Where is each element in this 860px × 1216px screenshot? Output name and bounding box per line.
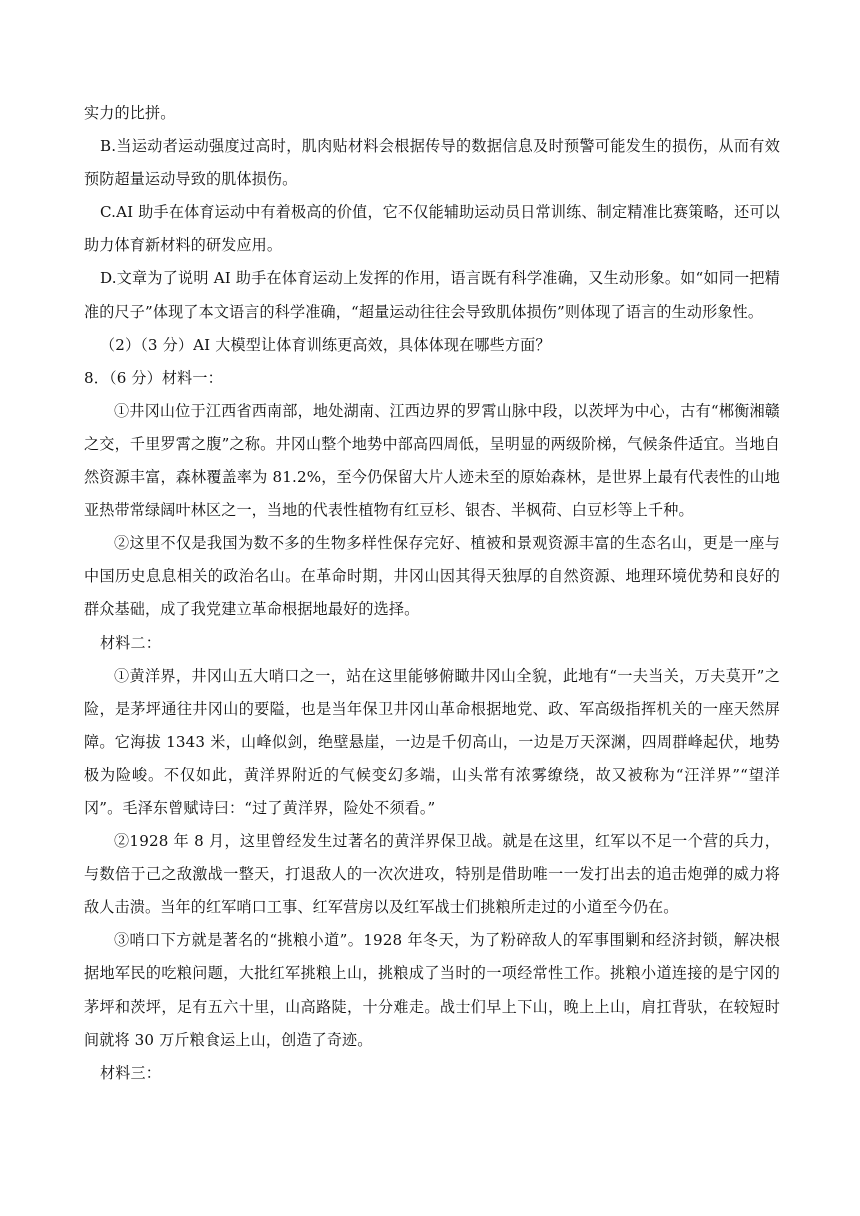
material-2-paragraph-1: ①黄洋界，井冈山五大哨口之一，站在这里能够俯瞰井冈山全貌，此地有“一夫当关，万夫莫开”之险，是茅坪通往井冈山的要隘，也是当年保卫井冈山革命根据地党、政、军高级指挥机关的一座天然屏障。它海拔 1343 米，山峰似剑，绝壁悬崖，一边是千仞高山，一边是万天深渊，四周群峰起伏，地势极为险峻。不仅如此，黄洋界附近的气候变幻多端，山头常有浓雾缭绕，故又被称为“汪洋界”“望洋冈”。毛泽东曾赋诗曰：“过了黄洋界，险处不须看。”: [84, 666, 780, 817]
material-2-paragraph-2: ②1928 年 8 月，这里曾经发生过著名的黄洋界保卫战。就是在这里，红军以不足一个营的兵力，与数倍于己之敌激战一整天，打退敌人的一次次进攻，特别是借助唯一一发打出去的追击炮弹的威力将敌人击溃。当年的红军哨口工事、红军营房以及红军战士们挑粮所走过的小道至今仍在。: [84, 832, 780, 917]
material-1-paragraph-2: ②这里不仅是我国为数不多的生物多样性保存完好、植被和景观资源丰富的生态名山，更是一座与中国历史息息相关的政治名山。在革命时期，井冈山因其得天独厚的自然资源、地理环境优势和良好的群众基础，成了我党建立革命根据地最好的选择。: [84, 534, 780, 619]
material-2-paragraph-3: ③哨口下方就是著名的“挑粮小道”。1928 年冬天，为了粉碎敌人的军事围剿和经济封锁，解决根据地军民的吃粮问题，大批红军挑粮上山，挑粮成了当时的一项经常性工作。挑粮小道连接的是宁冈的茅坪和茨坪，足有五六十里，山高路陡，十分难走。战士们早上下山，晚上上山，肩扛背驮，在较短时间就将 30 万斤粮食运上山，创造了奇迹。: [84, 931, 780, 1049]
paragraph-continuation: 实力的比拼。: [84, 104, 176, 122]
material-3-heading: 材料三：: [100, 1063, 161, 1082]
option-c-paragraph: C.AI 助手在体育运动中有着极高的价值，它不仅能辅助运动员日常训练、制定精准比赛策略，还可以助力体育新材料的研发应用。: [84, 203, 780, 255]
material-1-paragraph-1: ①井冈山位于江西省西南部，地处湖南、江西边界的罗霄山脉中段，以茨坪为中心，古有“郴衡湘赣之交，千里罗霄之腹”之称。井冈山整个地势中部高四周低，呈明显的两级阶梯，气候条件适宜。当地自然资源丰富，森林覆盖率为 81.2%，至今仍保留大片人迹未至的原始森林，是世界上最有代表性的山地亚热带常绿阔叶林区之一，当地的代表性植物有红豆杉、银杏、半枫荷、白豆杉等上千种。: [84, 401, 780, 520]
question-7-2: （2）（3 分）AI 大模型让体育训练更高效，具体体现在哪些方面？: [100, 335, 551, 354]
question-8-heading: 8．（6 分）材料一：: [84, 368, 223, 387]
document-body: [84, 97, 780, 1090]
material-2-heading: 材料二：: [100, 633, 161, 652]
option-d-paragraph: D.文章为了说明 AI 助手在体育运动上发挥的作用，语言既有科学准确，又生动形象。如“如同一把精准的尺子”体现了本文语言的科学准确，“超量运动往往会导致肌体损伤”则体现了语言的生动形象性。: [84, 269, 780, 321]
option-b-paragraph: B.当运动者运动强度过高时，肌肉贴材料会根据传导的数据信息及时预警可能发生的损伤，从而有效预防超量运动导致的肌体损伤。: [84, 137, 780, 189]
